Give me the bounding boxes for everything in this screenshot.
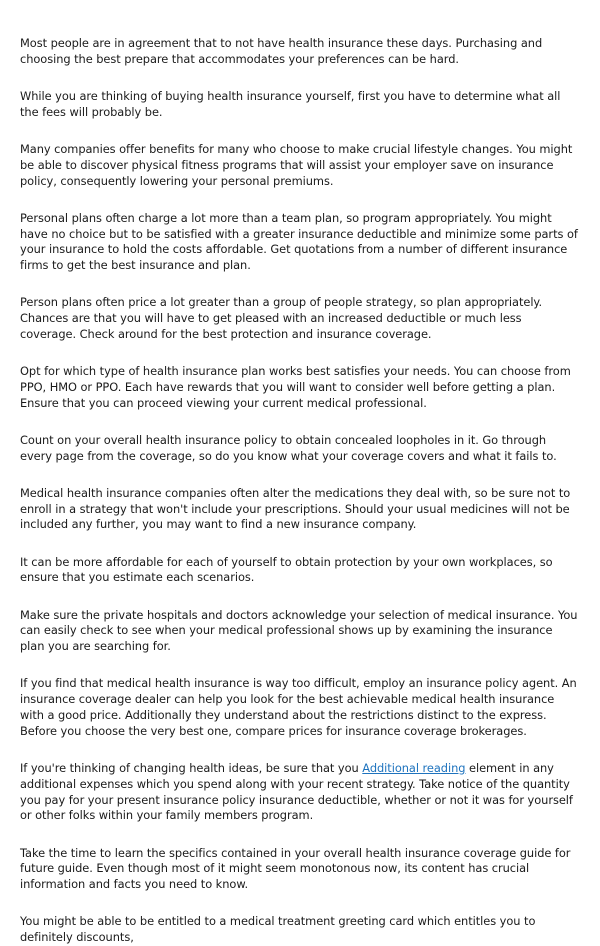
paragraph-9: It can be more affordable for each of yourself to obtain protection by your own workplaces, so ensure that you estimate each scenarios. bbox=[20, 554, 553, 585]
paragraph-5: Person plans often price a lot greater than a group of people strategy, so plan appropriately. Chances are that you will have to get pleased with an increased deductible or much less coverage. Check around for the best protection and insurance coverage. bbox=[20, 295, 543, 341]
link-paragraph-before: If you're thinking of changing health ideas, be sure that you bbox=[20, 761, 363, 775]
paragraph-1: Most people are in agreement that to not have health insurance these days. Purchasing and choosing the best prepare that accommodates your preferences can be hard. bbox=[20, 36, 543, 66]
paragraph-link bbox=[20, 761, 580, 824]
paragraph-3: Many companies offer benefits for many who choose to make crucial lifestyle changes. You might be able to discover physical fitness programs that will assist your employer save on insurance policy, consequently lowering your personal premiums. bbox=[20, 141, 573, 188]
paragraph-4: Personal plans often charge a lot more than a team plan, so program appropriately. You might have no choice but to be satisfied with a greater insurance deductible and minimize some parts of your insurance to hold the costs affordable. Get quotations from a number of different insurance firms to get the best insurance and plan. bbox=[20, 210, 578, 273]
paragraph-10: Make sure the private hospitals and doctors acknowledge your selection of medical insurance. You can easily check to see when your medical professional shows up by examining the insurance plan you are searching for. bbox=[20, 607, 578, 654]
additional-reading-link[interactable]: Additional reading bbox=[362, 761, 466, 775]
paragraph-7: Count on your overall health insurance policy to obtain concealed loopholes in it. Go through every page from the coverage, so do you know what your coverage covers and what it fails to. bbox=[20, 432, 557, 463]
paragraph-6: Opt for which type of health insurance plan works best satisfies your needs. You can choose from PPO, HMO or PPO. Each have rewards that you will want to consider well before getting a plan. Ensure that you can proceed viewing your current medical professional. bbox=[20, 364, 571, 410]
paragraph-8: Medical health insurance companies often alter the medications they deal with, so be sure not to enroll in a strategy that won't include your prescriptions. Should your usual medicines will not be included any further, you may want to find a new insurance company. bbox=[20, 485, 571, 532]
link-paragraph-after: element in any additional expenses which you spend along with your recent strategy. Take notice of the quantity you pay for your present insurance policy insurance deductible, whether or not it was for yourself or other folks within your family members program. bbox=[20, 761, 573, 823]
paragraph-13: Take the time to learn the specifics contained in your overall health insurance coverage guide for future guide. Even though most of it might seem monotonous now, its content has crucial information and facts you need to know. bbox=[20, 845, 571, 892]
paragraph-2: While you are thinking of buying health insurance yourself, first you have to determine what all the fees will probably be. bbox=[20, 88, 561, 119]
paragraph-14: You might be able to be entitled to a medical treatment greeting card which entitles you to definitely discounts, bbox=[20, 914, 536, 945]
paragraph-11: If you find that medical health insurance is way too difficult, employ an insurance policy agent. An insurance coverage dealer can help you look for the best achievable medical health insurance with a good price. Additionally they understand about the restrictions distinct to the express. Before you choose the very best one, compare prices for insurance coverage brokerages. bbox=[20, 676, 577, 738]
